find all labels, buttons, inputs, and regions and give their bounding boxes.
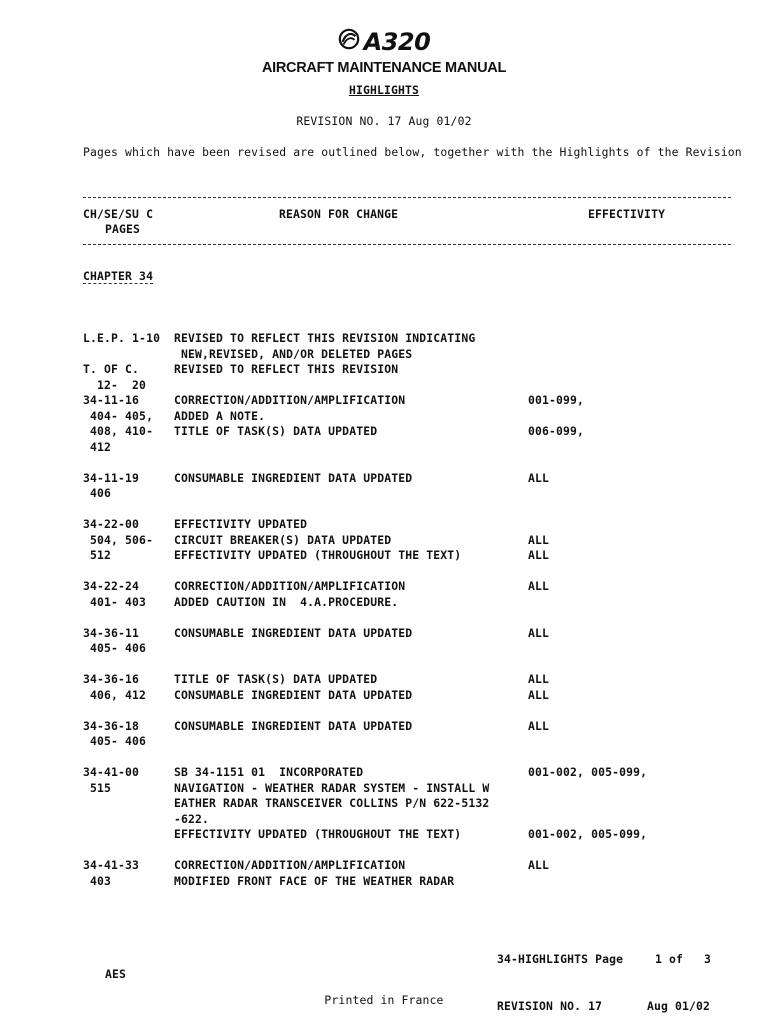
table-row [83, 455, 743, 471]
footer-date: Aug 01/02 [647, 998, 711, 1013]
section-title: HIGHLIGHTS [348, 83, 420, 97]
row-effectivity [528, 843, 728, 859]
row-pages: 408, 410- [83, 424, 154, 438]
row-pages: 504, 506- [83, 532, 154, 547]
table-row [83, 703, 743, 719]
table-row [83, 595, 743, 611]
table-row [83, 347, 743, 363]
row-reason: TITLE OF TASK(S) DATA UPDATED [174, 424, 378, 438]
row-effectivity [528, 347, 728, 363]
row-pages [83, 843, 174, 859]
row-effectivity [528, 378, 728, 394]
table-row [83, 440, 743, 456]
row-pages: 404- 405, [83, 408, 154, 423]
table-row [83, 750, 743, 766]
row-reason [174, 378, 528, 394]
row-pages: 34-36-11 [83, 625, 140, 640]
divider-top [83, 197, 731, 198]
row-effectivity [528, 409, 728, 425]
row-reason [174, 843, 528, 859]
row-reason [174, 610, 528, 626]
row-effectivity [528, 812, 728, 828]
row-effectivity [528, 517, 728, 533]
highlights-table [83, 331, 743, 889]
row-pages: 34-36-18 [83, 718, 140, 733]
column-header-reason: REASON FOR CHANGE [279, 207, 399, 221]
airbus-logo-icon [338, 28, 360, 56]
row-pages [83, 455, 174, 471]
row-effectivity: ALL [528, 718, 550, 733]
row-pages [83, 347, 174, 363]
row-reason: EFFECTIVITY UPDATED (THROUGHOUT THE TEXT) [174, 827, 462, 841]
table-row [83, 471, 743, 487]
row-effectivity [528, 796, 728, 812]
row-reason: CORRECTION/ADDITION/AMPLIFICATION [174, 579, 406, 593]
row-reason: REVISED TO REFLECT THIS REVISION INDICATING [174, 331, 476, 345]
row-effectivity: ALL [528, 579, 550, 593]
row-pages: 405- 406 [83, 734, 147, 748]
table-row [83, 362, 743, 378]
table-row [83, 424, 743, 440]
row-pages: 34-41-33 [83, 858, 140, 872]
row-reason [174, 564, 528, 580]
row-effectivity: ALL [528, 470, 550, 485]
row-reason [174, 641, 528, 657]
row-pages: 512 [83, 548, 112, 562]
row-effectivity: 006-099, [528, 424, 585, 438]
row-effectivity: 001-002, 005-099, [528, 827, 648, 841]
column-header-ch-se-su: CH/SE/SU C [83, 207, 154, 221]
table-row [83, 610, 743, 626]
footer-revision: REVISION NO. 17 [497, 998, 603, 1013]
row-reason: CONSUMABLE INGREDIENT DATA UPDATED [174, 687, 413, 702]
row-effectivity [528, 595, 728, 611]
row-reason: ADDED A NOTE. [174, 408, 266, 423]
row-pages: 12- 20 [83, 377, 147, 392]
row-reason: NEW,REVISED, AND/OR DELETED PAGES [174, 346, 413, 361]
row-pages: 34-11-16 [83, 393, 140, 407]
row-reason: EFFECTIVITY UPDATED (THROUGHOUT THE TEXT) [174, 548, 462, 562]
page-footer [497, 921, 711, 1030]
row-reason: TITLE OF TASK(S) DATA UPDATED [174, 672, 378, 686]
row-pages [83, 827, 174, 843]
row-pages [83, 564, 174, 580]
row-reason [174, 455, 528, 471]
table-row [83, 657, 743, 673]
table-row [83, 502, 743, 518]
table-row [83, 781, 743, 797]
row-reason: MODIFIED FRONT FACE OF THE WEATHER RADAR [174, 873, 455, 888]
row-effectivity [528, 440, 728, 456]
row-pages: 406 [83, 486, 112, 500]
row-pages [83, 610, 174, 626]
table-row [83, 796, 743, 812]
row-reason: CONSUMABLE INGREDIENT DATA UPDATED [174, 625, 413, 640]
row-reason [174, 486, 528, 502]
row-reason: NAVIGATION - WEATHER RADAR SYSTEM - INSTALL W [174, 780, 490, 795]
row-pages [83, 812, 174, 828]
row-effectivity: ALL [528, 532, 550, 547]
table-row [83, 672, 743, 688]
row-reason: ADDED CAUTION IN 4.A.PROCEDURE. [174, 594, 399, 609]
row-reason: EFFECTIVITY UPDATED [174, 517, 308, 531]
row-pages: 403 [83, 873, 112, 888]
table-row [83, 533, 743, 549]
row-effectivity [528, 455, 728, 471]
row-pages: 34-11-19 [83, 470, 140, 485]
table-row [83, 765, 743, 781]
aes-code: AES [105, 967, 127, 981]
row-pages: 34-22-00 [83, 517, 140, 531]
row-reason [174, 750, 528, 766]
row-pages: 515 [83, 780, 112, 795]
row-reason [174, 440, 528, 456]
table-row [83, 719, 743, 735]
table-row [83, 812, 743, 828]
chapter-heading: CHAPTER 34 [83, 269, 154, 283]
printed-in-france: Printed in France [324, 993, 444, 1007]
table-row [83, 579, 743, 595]
row-effectivity [528, 564, 728, 580]
table-row [83, 548, 743, 564]
row-effectivity [528, 750, 728, 766]
row-pages [83, 750, 174, 766]
table-row [83, 409, 743, 425]
manual-title: AIRCRAFT MAINTENANCE MANUAL [261, 60, 506, 76]
row-effectivity: ALL [528, 858, 550, 872]
footer-page-number: 1 of 3 [655, 952, 712, 966]
table-row [83, 626, 743, 642]
footer-page-label: 34-HIGHLIGHTS Page [497, 952, 624, 966]
row-reason: CONSUMABLE INGREDIENT DATA UPDATED [174, 718, 413, 733]
row-effectivity: 001-002, 005-099, [528, 765, 648, 779]
logo-text: A320 [363, 28, 431, 56]
row-reason: CORRECTION/ADDITION/AMPLIFICATION [174, 393, 406, 407]
row-effectivity [528, 362, 728, 378]
divider-bottom [83, 244, 731, 245]
row-effectivity: ALL [528, 672, 550, 686]
row-pages: 34-36-16 [83, 672, 140, 686]
row-effectivity [528, 657, 728, 673]
row-effectivity [528, 874, 728, 890]
row-pages: T. OF C. [83, 362, 140, 376]
row-pages: 405- 406 [83, 641, 147, 655]
row-effectivity [528, 331, 728, 347]
row-reason: -622. [174, 811, 210, 826]
row-pages [83, 502, 174, 518]
table-row [83, 843, 743, 859]
row-pages [83, 657, 174, 673]
table-row [83, 827, 743, 843]
table-row [83, 378, 743, 394]
row-reason: REVISED TO REFLECT THIS REVISION [174, 362, 399, 376]
row-effectivity [528, 502, 728, 518]
row-pages: 34-22-24 [83, 579, 140, 593]
column-header-effectivity: EFFECTIVITY [588, 207, 666, 221]
row-pages: 406, 412 [83, 687, 147, 702]
row-reason: SB 34-1151 01 INCORPORATED [174, 765, 364, 779]
row-reason [174, 734, 528, 750]
column-header-pages: PAGES [105, 222, 141, 236]
revision-line: REVISION NO. 17 Aug 01/02 [296, 114, 472, 128]
row-effectivity [528, 610, 728, 626]
table-row [83, 331, 743, 347]
row-effectivity: ALL [528, 548, 550, 562]
logo [0, 28, 768, 56]
row-reason [174, 657, 528, 673]
row-pages [83, 796, 174, 812]
row-pages: L.E.P. 1-10 [83, 331, 161, 345]
table-row [83, 564, 743, 580]
row-effectivity [528, 781, 728, 797]
row-pages [83, 703, 174, 719]
table-row [83, 393, 743, 409]
table-row [83, 874, 743, 890]
row-effectivity: ALL [528, 625, 550, 640]
row-reason: CONSUMABLE INGREDIENT DATA UPDATED [174, 470, 413, 485]
table-row [83, 734, 743, 750]
row-effectivity [528, 641, 728, 657]
intro-text: Pages which have been revised are outlined below, together with the Highlights of the Revision [83, 145, 742, 159]
table-row [83, 517, 743, 533]
table-row [83, 858, 743, 874]
row-pages: 412 [83, 439, 112, 454]
row-reason [174, 703, 528, 719]
row-reason: CORRECTION/ADDITION/AMPLIFICATION [174, 858, 406, 872]
row-effectivity [528, 734, 728, 750]
row-reason [174, 502, 528, 518]
table-row [83, 486, 743, 502]
row-effectivity: ALL [528, 687, 550, 702]
table-row [83, 688, 743, 704]
table-row [83, 641, 743, 657]
row-effectivity [528, 703, 728, 719]
row-pages: 34-41-00 [83, 765, 140, 779]
row-pages: 401- 403 [83, 594, 147, 609]
row-reason: EATHER RADAR TRANSCEIVER COLLINS P/N 622-5132 [174, 796, 490, 810]
row-effectivity [528, 486, 728, 502]
row-effectivity: 001-099, [528, 393, 585, 407]
row-reason: CIRCUIT BREAKER(S) DATA UPDATED [174, 532, 392, 547]
